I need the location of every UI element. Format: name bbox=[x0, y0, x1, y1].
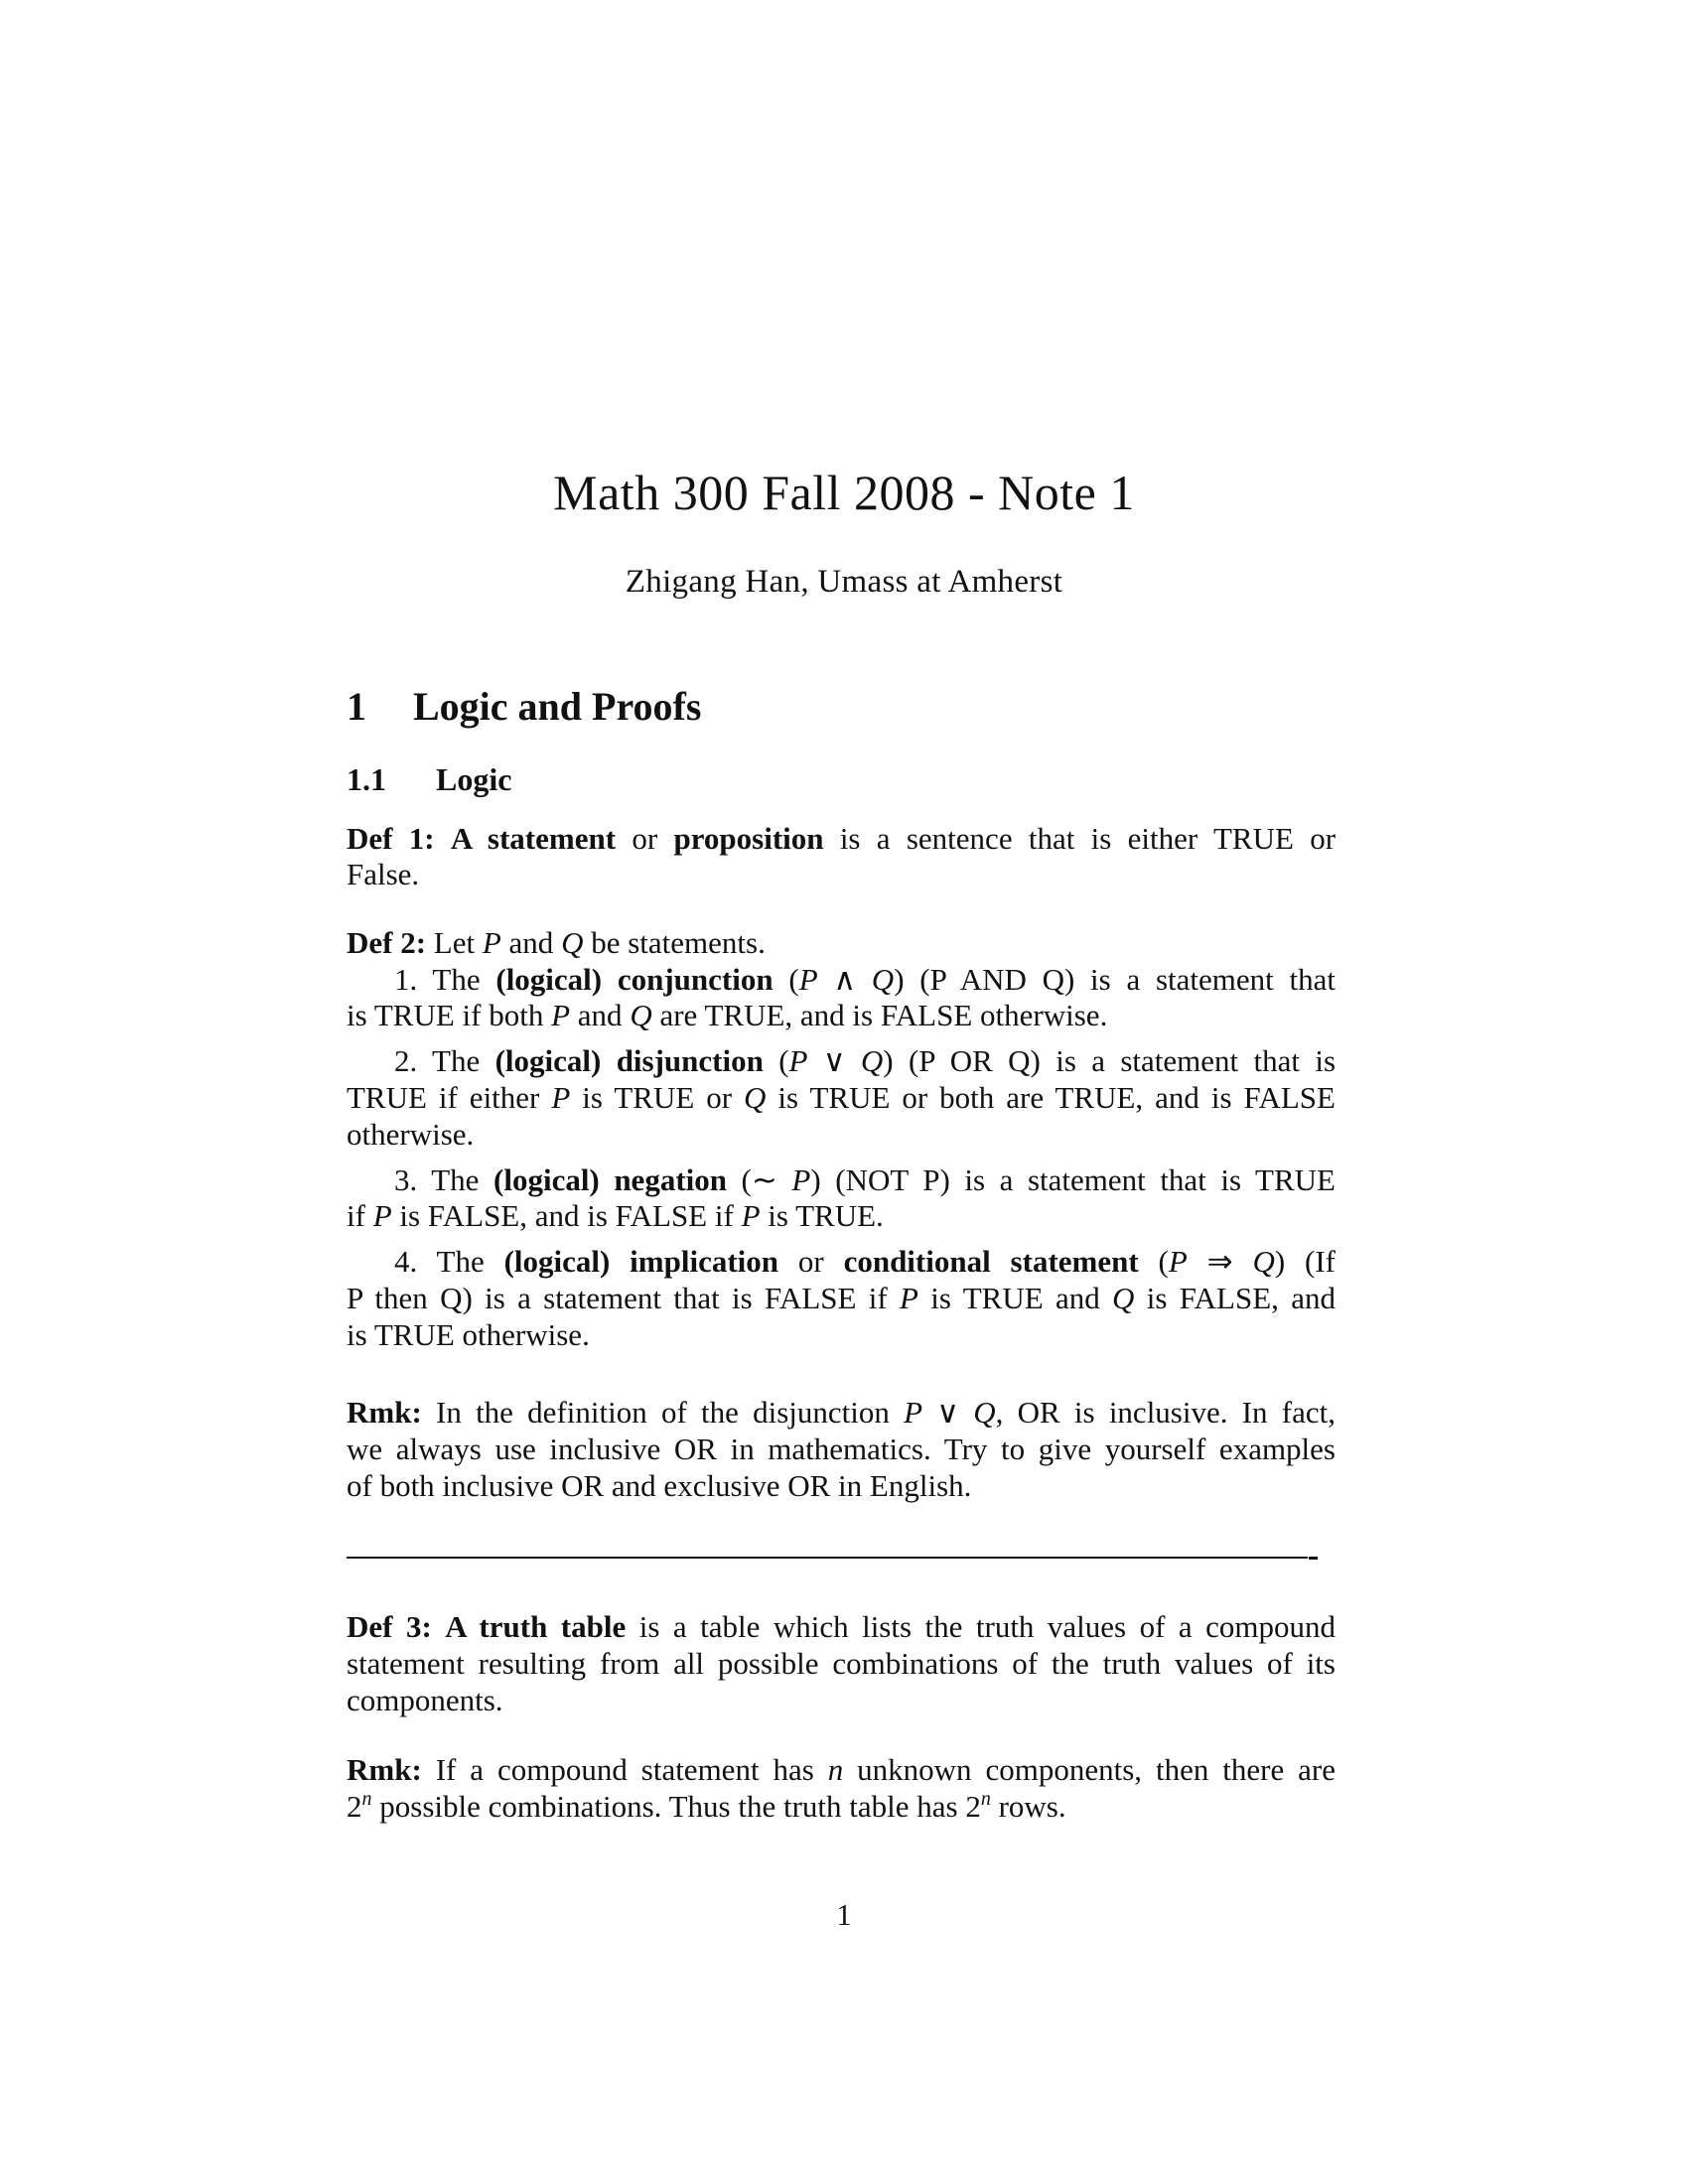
section-title: Logic and Proofs bbox=[413, 684, 702, 729]
term-statement: A statement bbox=[450, 821, 617, 856]
term-disjunction: (logical) disjunction bbox=[494, 1043, 764, 1078]
divider-end-mark bbox=[1309, 1557, 1318, 1560]
rmk2-line-2: 2$^n$ possible combinations. Thus the truth table has 2$^n$ rows. bbox=[347, 1788, 1066, 1824]
term-negation: (logical) negation bbox=[493, 1162, 727, 1197]
rmk2-label: Rmk: bbox=[347, 1752, 422, 1787]
def3-line-2: statement resulting from all possible combinations of the truth values of its bbox=[347, 1646, 1336, 1681]
def1-line-2: False. bbox=[347, 857, 420, 891]
def2-intro: Def 2: Let P and Q be statements. bbox=[347, 925, 766, 960]
def3-line-1: Def 3: A truth table is a table which lists the truth values of a compound bbox=[347, 1609, 1336, 1644]
term-implication: (logical) implication bbox=[503, 1244, 779, 1279]
section-number: 1 bbox=[347, 684, 366, 729]
def2-label: Def 2: bbox=[347, 925, 427, 960]
rmk1-line-2: we always use inclusive OR in mathematics. Try to give yourself examples bbox=[347, 1432, 1336, 1466]
def1-line-1: Def 1: A statement or proposition is a sentence that is either TRUE or bbox=[347, 821, 1336, 856]
horizontal-divider bbox=[347, 1557, 1308, 1559]
term-truth-table: A truth table bbox=[445, 1609, 627, 1644]
def2-item-3-line-1: 3. The (logical) negation (∼ P) (NOT P) is a statement that is TRUE bbox=[394, 1162, 1336, 1197]
document-author: Zhigang Han, Umass at Amherst bbox=[625, 564, 1063, 600]
def3-line-3: components. bbox=[347, 1683, 503, 1717]
section-heading bbox=[347, 685, 701, 729]
def2-item-4-line-1: 4. The (logical) implication or conditional statement (P ⇒ Q) (If bbox=[394, 1244, 1336, 1279]
def2-item-2-line-2: TRUE if either P is TRUE or Q is TRUE or both are TRUE, and is FALSE bbox=[347, 1080, 1336, 1115]
rmk2-line-1: Rmk: If a compound statement has n unknown components, then there are bbox=[347, 1752, 1336, 1787]
subsection-title: Logic bbox=[436, 761, 512, 797]
def2-item-2-line-3: otherwise. bbox=[347, 1117, 475, 1152]
subsection-number: 1.1 bbox=[347, 761, 386, 797]
def2-item-2-line-1: 2. The (logical) disjunction (P ∨ Q) (P OR Q) is a statement that is bbox=[394, 1043, 1336, 1078]
term-conditional-statement: conditional statement bbox=[843, 1244, 1139, 1279]
def3-label: Def 3: bbox=[347, 1609, 432, 1644]
rmk1-line-3: of both inclusive OR and exclusive OR in English. bbox=[347, 1468, 972, 1503]
def1-label: Def 1: bbox=[347, 821, 435, 856]
rmk1-label: Rmk: bbox=[347, 1395, 422, 1430]
def2-item-4-line-3: is TRUE otherwise. bbox=[347, 1317, 590, 1352]
def2-item-1-line-2: is TRUE if both P and Q are TRUE, and is FALSE otherwise. bbox=[347, 998, 1108, 1032]
document-title: Math 300 Fall 2008 - Note 1 bbox=[553, 465, 1135, 520]
page-number: 1 bbox=[836, 1897, 852, 1932]
subsection-heading bbox=[347, 761, 511, 797]
rmk1-line-1: Rmk: In the definition of the disjunction P ∨ Q, OR is inclusive. In fact, bbox=[347, 1395, 1336, 1430]
def2-item-3-line-2: if P is FALSE, and is FALSE if P is TRUE. bbox=[347, 1198, 884, 1233]
def2-item-4-line-2: P then Q) is a statement that is FALSE if P is TRUE and Q is FALSE, and bbox=[347, 1281, 1336, 1315]
term-conjunction: (logical) conjunction bbox=[495, 962, 774, 997]
term-proposition: proposition bbox=[673, 821, 824, 856]
def2-item-1-line-1: 1. The (logical) conjunction (P ∧ Q) (P AND Q) is a statement that bbox=[394, 962, 1336, 997]
